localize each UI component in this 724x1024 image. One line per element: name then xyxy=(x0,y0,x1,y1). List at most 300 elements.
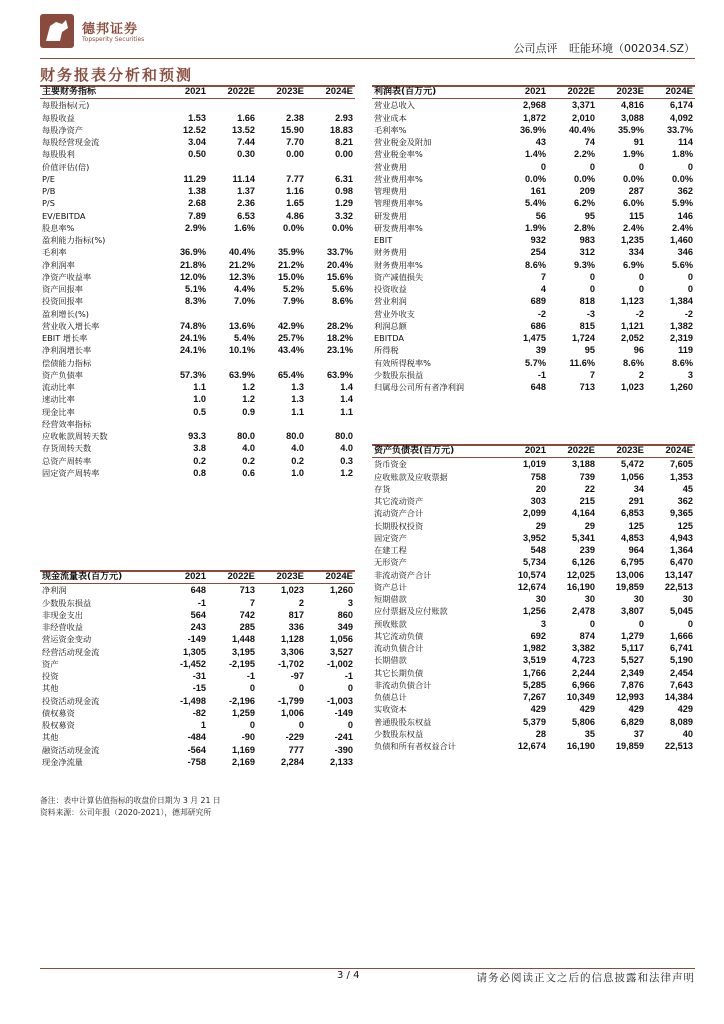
value-cell: 30 xyxy=(633,594,644,604)
value-cell xyxy=(160,308,208,320)
value-cell xyxy=(257,357,306,369)
value-cell: 14,384 xyxy=(664,692,693,702)
value-cell: 0.0% xyxy=(283,222,304,233)
value-cell: 0.30 xyxy=(237,149,255,160)
value-cell: 24.1% xyxy=(179,333,206,343)
value-cell: 6.53 xyxy=(237,210,255,221)
row-label-cell: 预收账款 xyxy=(374,618,407,629)
value-cell: 0.0% xyxy=(332,222,353,233)
year-header-cell: 2024E xyxy=(646,86,695,99)
value-cell: 96 xyxy=(633,345,644,356)
value-cell: 1.2 xyxy=(242,394,255,405)
value-cell: 21.2% xyxy=(277,259,304,270)
value-cell: 1.66 xyxy=(237,112,255,123)
value-cell: 80.0 xyxy=(335,431,353,441)
value-cell: 7,643 xyxy=(670,679,693,690)
value-cell: 3 xyxy=(347,597,353,608)
value-cell: 0.50 xyxy=(188,149,206,160)
value-cell: 5,341 xyxy=(572,532,595,543)
value-cell xyxy=(208,161,257,173)
table-row xyxy=(372,283,695,295)
row-label-cell: 投资 xyxy=(42,671,59,681)
value-cell: 13.6% xyxy=(228,320,255,331)
value-cell: 1,128 xyxy=(281,634,304,645)
value-cell: 1.2 xyxy=(242,382,255,392)
value-cell: 5.9% xyxy=(672,198,693,209)
table-row xyxy=(40,308,355,320)
row-label-cell: 非流动负债合计 xyxy=(374,679,432,690)
value-cell: 739 xyxy=(579,471,595,482)
value-cell: 7.70 xyxy=(286,137,304,147)
value-cell: -758 xyxy=(187,756,206,767)
value-cell: 6,966 xyxy=(572,679,595,690)
value-cell: 0 xyxy=(249,683,255,694)
value-cell: 125 xyxy=(677,520,693,531)
year-header-cell: 2022E xyxy=(208,571,257,584)
table-row xyxy=(372,99,695,112)
table-title-cell: 利润表(百万元) xyxy=(372,86,500,99)
row-label-cell: 少数股东损益 xyxy=(374,369,424,380)
value-cell: 3.04 xyxy=(188,137,206,147)
row-label-cell: 长期股权投资 xyxy=(374,520,424,531)
value-cell: -82 xyxy=(192,707,206,718)
value-cell: 1,123 xyxy=(621,296,644,307)
value-cell: 22,513 xyxy=(664,581,693,592)
value-cell: 2,349 xyxy=(621,667,644,678)
table-title-cell: 资产负债表(百万元) xyxy=(372,445,500,458)
value-cell: 1.65 xyxy=(286,198,304,209)
value-cell: 8,089 xyxy=(670,716,693,727)
value-cell: 429 xyxy=(628,704,644,715)
value-cell: 65.4% xyxy=(277,369,304,380)
table-row xyxy=(40,597,355,609)
row-label-cell: 货币资金 xyxy=(374,459,407,470)
table-row xyxy=(40,381,355,393)
value-cell: 29 xyxy=(535,520,546,531)
value-cell: 115 xyxy=(629,210,644,221)
value-cell: 1.38 xyxy=(188,186,206,196)
row-label-cell: 营业利润 xyxy=(374,296,407,307)
value-cell: 43.4% xyxy=(277,345,304,356)
value-cell: -1,003 xyxy=(326,695,353,706)
value-cell: 287 xyxy=(628,186,644,196)
value-cell xyxy=(208,234,257,246)
table-row xyxy=(40,418,355,430)
table-row xyxy=(40,369,355,381)
row-label-cell: 净资产收益率 xyxy=(42,271,92,282)
value-cell: 0.0% xyxy=(574,173,595,184)
value-cell: 8.3% xyxy=(185,296,206,307)
table-row xyxy=(372,173,695,185)
value-cell: -1 xyxy=(197,597,206,608)
value-cell: 39 xyxy=(535,345,546,356)
table-row xyxy=(40,136,355,148)
footer-divider xyxy=(40,968,695,969)
row-label-cell: 非现金支出 xyxy=(42,609,83,620)
value-cell: 0 xyxy=(638,618,644,629)
table-row xyxy=(40,633,355,645)
row-label-cell: 投资收益 xyxy=(374,284,407,294)
value-cell: 0 xyxy=(687,161,693,172)
value-cell: 818 xyxy=(579,296,595,307)
row-label-cell: 营业外收支 xyxy=(374,308,415,319)
value-cell: 713 xyxy=(579,382,595,392)
value-cell: 12,674 xyxy=(517,581,546,592)
value-cell: 4,853 xyxy=(621,532,644,543)
row-label-cell: 归属母公司所有者净利润 xyxy=(374,382,465,392)
value-cell: 12,025 xyxy=(566,569,595,580)
table-row xyxy=(372,259,695,271)
value-cell: 983 xyxy=(579,235,595,245)
value-cell: 18.83 xyxy=(330,124,353,135)
table-row xyxy=(372,691,695,703)
table-row xyxy=(372,357,695,369)
value-cell: 35.9% xyxy=(277,247,304,258)
value-cell: 15.6% xyxy=(326,271,353,282)
row-label-cell: 投资回报率 xyxy=(42,296,83,307)
value-cell: 9,365 xyxy=(670,508,693,519)
table-row xyxy=(40,112,355,124)
row-label-cell: 资产减值损失 xyxy=(374,271,424,282)
table-row xyxy=(372,246,695,258)
value-cell: 1,006 xyxy=(281,707,304,718)
table-row xyxy=(372,369,695,381)
value-cell xyxy=(208,99,257,112)
table-row xyxy=(372,136,695,148)
value-cell: 429 xyxy=(579,704,595,715)
row-label-cell: 现金比率 xyxy=(42,406,75,417)
income-statement-table xyxy=(372,86,695,393)
value-cell: 777 xyxy=(288,744,304,755)
value-cell: 5.4% xyxy=(234,333,255,343)
table-row xyxy=(40,295,355,307)
row-label-cell: 资产 xyxy=(42,658,59,669)
value-cell xyxy=(208,357,257,369)
value-cell: 43 xyxy=(535,137,546,147)
value-cell: 1.4 xyxy=(340,394,353,405)
value-cell xyxy=(306,418,355,430)
table-row xyxy=(372,495,695,507)
row-label-cell: 总资产周转率 xyxy=(42,455,92,466)
value-cell: 0 xyxy=(298,720,304,730)
value-cell: 146 xyxy=(677,210,693,221)
value-cell: 11.29 xyxy=(183,173,206,184)
value-cell: 362 xyxy=(677,186,693,196)
value-cell xyxy=(257,99,306,112)
value-cell: 686 xyxy=(530,320,546,331)
value-cell: 1,305 xyxy=(183,646,206,657)
value-cell: 10.1% xyxy=(228,345,255,356)
value-cell: 57.3% xyxy=(179,369,206,380)
value-cell xyxy=(160,418,208,430)
table-row xyxy=(372,381,695,393)
row-label-cell: 经营活动现金流 xyxy=(42,646,100,657)
value-cell: 8.6% xyxy=(672,357,693,368)
value-cell: 1.0 xyxy=(291,467,304,478)
value-cell: 34 xyxy=(633,483,644,494)
year-header-cell: 2024E xyxy=(306,571,355,584)
table-row xyxy=(372,161,695,173)
row-label-cell: P/S xyxy=(42,198,55,209)
table-row xyxy=(40,442,355,454)
value-cell: 0.5 xyxy=(193,406,206,417)
value-cell xyxy=(306,99,355,112)
value-cell: 9.3% xyxy=(574,259,595,270)
page-number: 3 / 4 xyxy=(337,970,360,981)
header-divider xyxy=(40,58,695,59)
value-cell: 1,460 xyxy=(670,235,693,245)
value-cell: 0.6 xyxy=(242,467,255,478)
value-cell: 3 xyxy=(540,618,546,629)
value-cell xyxy=(208,308,257,320)
value-cell: 3.32 xyxy=(335,210,353,221)
row-label-cell: 净利润率 xyxy=(42,259,75,270)
value-cell: 0 xyxy=(589,618,595,629)
value-cell: 80.0 xyxy=(237,431,255,441)
value-cell: 291 xyxy=(628,496,644,506)
row-label-cell: EBIT 增长率 xyxy=(42,333,88,343)
value-cell: 74.8% xyxy=(179,320,206,331)
value-cell: 0 xyxy=(347,683,353,694)
table-row xyxy=(372,520,695,532)
table-row xyxy=(40,707,355,719)
value-cell: 2,284 xyxy=(281,756,304,767)
value-cell: 21.2% xyxy=(228,259,255,270)
value-cell: 4.0 xyxy=(242,443,255,454)
value-cell: 1,364 xyxy=(670,545,693,555)
year-header-cell: 2024E xyxy=(306,86,355,99)
value-cell: 0.2 xyxy=(242,455,255,466)
table-row xyxy=(372,124,695,136)
value-cell: 860 xyxy=(337,609,353,620)
table-row xyxy=(40,271,355,283)
value-cell: 874 xyxy=(579,630,595,641)
value-cell: 6.0% xyxy=(623,198,644,209)
value-cell: 5.7% xyxy=(525,357,546,368)
value-cell: -390 xyxy=(334,744,353,755)
table-row xyxy=(372,234,695,246)
value-cell: -1 xyxy=(344,671,353,681)
row-label-cell: 营业费用 xyxy=(374,161,407,172)
value-cell: -1 xyxy=(246,671,255,681)
value-cell: 12.52 xyxy=(183,124,206,135)
value-cell: 40.4% xyxy=(228,247,255,258)
table-row xyxy=(40,320,355,332)
value-cell: 20.4% xyxy=(326,259,353,270)
value-cell: 30 xyxy=(682,594,693,604)
table-row xyxy=(40,185,355,197)
value-cell: 19,859 xyxy=(615,741,644,751)
value-cell: 12.3% xyxy=(228,271,255,282)
value-cell: 0.2 xyxy=(193,455,206,466)
value-cell: 1.1 xyxy=(291,406,304,417)
value-cell: 6.2% xyxy=(574,198,595,209)
value-cell: 6,174 xyxy=(670,100,693,111)
value-cell: 2,099 xyxy=(523,508,546,519)
value-cell: 1,475 xyxy=(523,333,546,343)
value-cell: 0.00 xyxy=(286,149,304,160)
row-label-cell: 每股净资产 xyxy=(42,124,83,135)
value-cell: 11.14 xyxy=(232,173,255,184)
value-cell: 1.53 xyxy=(188,112,206,123)
table-row xyxy=(372,581,695,593)
logo-icon xyxy=(40,14,74,48)
value-cell: 3,306 xyxy=(281,646,304,657)
value-cell: 7.89 xyxy=(188,210,206,221)
value-cell: 1,056 xyxy=(621,471,644,482)
value-cell: 45 xyxy=(682,483,693,494)
table-row xyxy=(372,344,695,356)
table-row xyxy=(372,642,695,654)
value-cell: 22 xyxy=(584,483,595,494)
table-row xyxy=(40,259,355,271)
value-cell: 7.77 xyxy=(286,173,304,184)
value-cell: 5.6% xyxy=(332,284,353,294)
value-cell: -2 xyxy=(684,308,693,319)
value-cell: -1,702 xyxy=(277,658,304,669)
table-row xyxy=(372,618,695,630)
value-cell: 1.29 xyxy=(335,198,353,209)
row-label-cell: 非经营收益 xyxy=(42,622,83,632)
table-row xyxy=(372,320,695,332)
value-cell: 2,454 xyxy=(670,667,693,678)
source-text: 资料来源：公司年报（2020-2021），德邦研究所 xyxy=(40,808,212,817)
row-label-cell: 固定资产周转率 xyxy=(42,467,100,478)
value-cell: 2.93 xyxy=(335,112,353,123)
table-row xyxy=(40,344,355,356)
table-row xyxy=(40,99,355,112)
value-cell: 239 xyxy=(579,545,595,555)
row-label-cell: 股权募资 xyxy=(42,720,75,730)
value-cell: -2 xyxy=(537,308,546,319)
value-cell: 1.9% xyxy=(525,222,546,233)
year-header-cell: 2022E xyxy=(548,86,597,99)
table-row xyxy=(40,393,355,405)
logo-text-en: Topsperity Securities xyxy=(82,36,145,43)
value-cell: 2.2% xyxy=(574,149,595,160)
row-label-cell: 少数股东损益 xyxy=(42,597,92,608)
value-cell: 22,513 xyxy=(664,741,693,751)
row-label-cell: 利润总额 xyxy=(374,320,407,331)
row-label-cell: EBITDA xyxy=(374,333,404,343)
row-label-cell: 经营效率指标 xyxy=(42,418,92,429)
value-cell: 3,952 xyxy=(523,532,546,543)
table-row xyxy=(372,667,695,679)
value-cell: 7 xyxy=(589,369,595,380)
table-row xyxy=(40,455,355,467)
table-row xyxy=(40,467,355,479)
value-cell: 215 xyxy=(579,496,595,506)
table-row xyxy=(40,744,355,756)
value-cell: 2,133 xyxy=(330,756,353,767)
row-label-cell: 普通股股东权益 xyxy=(374,716,432,727)
value-cell: 0 xyxy=(638,271,644,282)
value-cell: 119 xyxy=(678,345,693,356)
value-cell: 15.0% xyxy=(277,271,304,282)
value-cell: 10,349 xyxy=(566,692,595,702)
value-cell: 336 xyxy=(288,622,304,632)
value-cell: 25.7% xyxy=(277,333,304,343)
value-cell: 63.9% xyxy=(326,369,353,380)
page-title: 财务报表分析和预测 xyxy=(40,66,194,84)
value-cell: 2,319 xyxy=(670,333,693,343)
value-cell: 28.2% xyxy=(326,320,353,331)
value-cell: -564 xyxy=(187,744,206,755)
value-cell: 36.9% xyxy=(179,247,206,258)
value-cell: 0 xyxy=(638,161,644,172)
value-cell: 6,741 xyxy=(670,643,693,653)
value-cell: 16,190 xyxy=(566,741,595,751)
table-row xyxy=(40,670,355,682)
value-cell: -149 xyxy=(187,634,206,645)
row-label-cell: 每股指标(元) xyxy=(42,100,90,111)
value-cell: 548 xyxy=(530,545,546,555)
row-label-cell: 应收账款及应收票据 xyxy=(374,471,448,482)
value-cell: 1.16 xyxy=(286,186,304,196)
value-cell: 3,188 xyxy=(572,459,595,470)
value-cell: 3,088 xyxy=(621,112,644,123)
table-row xyxy=(40,609,355,621)
row-label-cell: 长期借款 xyxy=(374,655,407,666)
value-cell xyxy=(208,418,257,430)
row-label-cell: 盈利能力指标(%) xyxy=(42,235,106,245)
value-cell: 2,478 xyxy=(572,606,595,617)
value-cell: 0 xyxy=(540,161,546,172)
value-cell: 6,853 xyxy=(621,508,644,519)
value-cell: 0 xyxy=(589,271,595,282)
row-label-cell: 流动比率 xyxy=(42,382,75,392)
value-cell: -31 xyxy=(192,671,206,681)
value-cell: 1.3 xyxy=(291,394,304,405)
value-cell: 7.0% xyxy=(234,296,255,307)
value-cell: 1.8% xyxy=(672,149,693,160)
row-label-cell: 无形资产 xyxy=(374,557,407,568)
value-cell: 1,982 xyxy=(523,643,546,653)
row-label-cell: 存货 xyxy=(374,483,391,494)
row-label-cell: 每股股利 xyxy=(42,149,75,160)
table-row xyxy=(372,532,695,544)
row-label-cell: 实收资本 xyxy=(374,704,407,715)
table-row xyxy=(40,756,355,768)
value-cell: 0.0% xyxy=(623,173,644,184)
table-row xyxy=(40,695,355,707)
table-row xyxy=(40,719,355,731)
company-name: 旺能环境（002034.SZ） xyxy=(568,42,695,55)
value-cell: 0 xyxy=(687,271,693,282)
value-cell: 20 xyxy=(535,483,546,494)
value-cell: 125 xyxy=(628,520,644,531)
table-row xyxy=(40,283,355,295)
value-cell: 429 xyxy=(530,704,546,715)
table-row xyxy=(372,185,695,197)
value-cell: 2.68 xyxy=(188,198,206,209)
value-cell: 13,147 xyxy=(664,569,693,580)
table-row xyxy=(40,646,355,658)
value-cell: 16,190 xyxy=(566,581,595,592)
year-header-cell: 2023E xyxy=(597,86,646,99)
value-cell: 8.21 xyxy=(335,137,353,147)
row-label-cell: EV/EBITDA xyxy=(42,210,86,221)
value-cell: 15.90 xyxy=(281,124,304,135)
row-label-cell: 营业税金及附加 xyxy=(374,137,432,147)
table-row xyxy=(372,703,695,715)
value-cell: 689 xyxy=(530,296,546,307)
value-cell: 1,872 xyxy=(523,112,546,123)
company-logo xyxy=(40,14,180,50)
value-cell: 42.9% xyxy=(277,320,304,331)
value-cell: -1,498 xyxy=(179,695,206,706)
value-cell xyxy=(306,308,355,320)
